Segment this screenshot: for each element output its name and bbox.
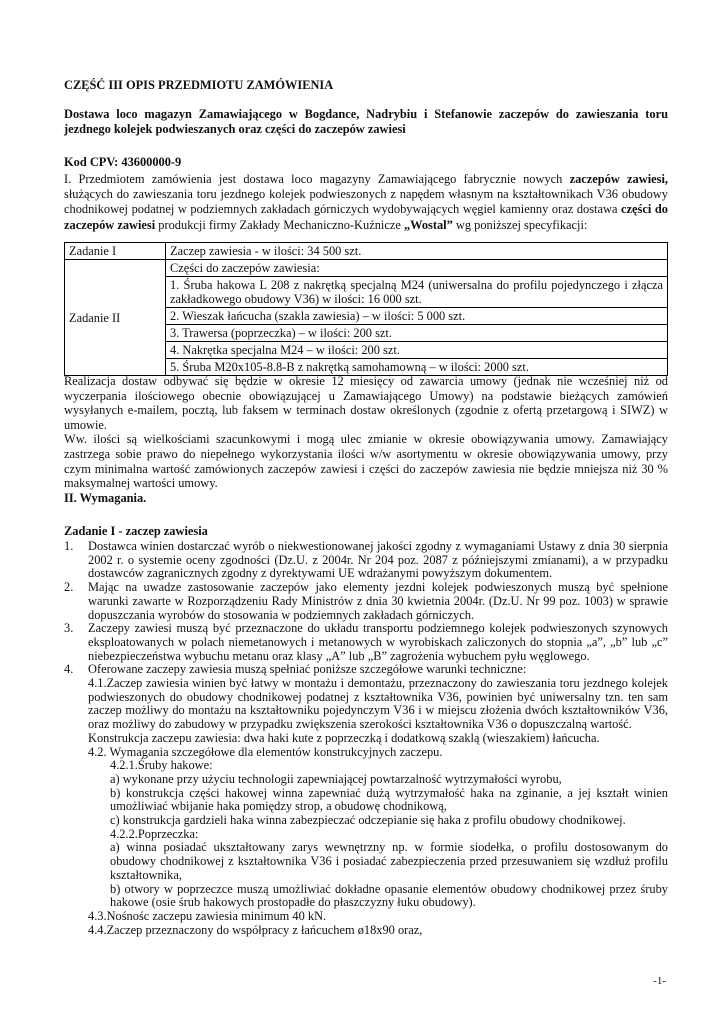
task-label: Zadanie II [65, 260, 166, 376]
item-text: Mając na uwadze zastosowanie zaczepów jako elementy jezdni kolejek podwieszonych muszą być spełnione warunki zawarte w Rozporządzeniu Rady Ministrów z dnia 30 kwietnia 2004r. (Dz.U. Nr 99 poz. 1003) w sprawie dopuszczania wyrobów do stosowania w podziemnych zakładach górniczych. [88, 580, 668, 622]
table-row [65, 243, 668, 260]
sub-item: a) winna posiadać ukształtowany zarys wewnętrzny np. w formie siodełka, o profilu dostosowanym do obudowy chodnikowej z kształtownika V36 i posiadać zabezpieczenia przed przesuwaniem się wzdłuż profilu kształtownika, [110, 840, 668, 882]
intro-bold: zaczepów zawiesi, [569, 172, 668, 186]
sub-item: 4.2.1.Śruby hakowe: [110, 758, 213, 773]
item-text: Zaczepy zawiesi muszą być przeznaczone do układu transportu podziemnego kolejek podwieszonych szynowych eksploatowanych w polach niemetanowych i metanowych w wyrobiskach zaliczonych do stopnia „a”, „b” lub „c” niebezpieczeństwa wybuchu metanu oraz klasy „A” lub „B” zagrożenia wybuchem pyłu węglowego. [88, 621, 668, 663]
task-value: 2. Wieszak łańcucha (szakla zawiesia) – w ilości: 5 000 szt. [166, 308, 668, 325]
realization-paragraph: Realizacja dostaw odbywać się będzie w okresie 12 miesięcy od zawarcia umowy (jednak nie wcześniej niż od wyczerpania ilościowego obecnie obowiązującej u Zamawiającego Umowy) na podstawie bieżących zamówień wysyłanych e-mailem, pocztą, lub faksem w terminach dostaw określonych (zgodnie z ofertą przetargową i SIWZ) w umowie. [64, 374, 668, 432]
item-number: 3. [64, 621, 74, 636]
page-number: -1- [653, 975, 666, 987]
document-subtitle: Dostawa loco magazyn Zamawiającego w Bogdance, Nadrybiu i Stefanowie zaczepów do zawieszania toru jezdnego kolejek podwieszanych oraz części do zaczepów zawiesi [64, 107, 668, 137]
item-number: 1. [64, 539, 74, 553]
intro-text: produkcji firmy Zakłady Mechaniczno-Kuźnicze [155, 217, 404, 232]
sub-item: 4.4.Zaczep przeznaczony do współpracy z łańcuchem ø18x90 oraz, [88, 922, 423, 937]
sub-item: a) wykonane przy użyciu technologii zapewniającej powtarzalność wytrzymałości wyrobu, [110, 771, 562, 786]
list-item [64, 663, 668, 677]
task-value: 4. Nakrętka specjalna M24 – w ilości: 200 szt. [166, 342, 668, 359]
task-value: Części do zaczepów zawiesia: [166, 260, 668, 277]
intro-paragraph [64, 172, 668, 233]
task-value: 5. Śruba M20x105-8.8-B z nakrętką samohamowną – w ilości: 2000 szt. [166, 359, 668, 376]
intro-text: służących do zawieszania toru jezdnego kolejek podwieszonych z napędem własnym na kształtownikach V36 obudowy chodnikowej podatnej w podziemnych zakładach górniczych wydobywających węgiel kamienny oraz dostawa [64, 187, 668, 217]
intro-text: I. Przedmiotem zamówienia jest dostawa loco magazyny Zamawiającego fabrycznie nowych [64, 172, 570, 186]
sub-item: b) otwory w poprzeczce muszą umożliwiać dokładne opasanie elementów obudowy chodnikowej przez śruby hakowe (osie śrub hakowych prostopadłe do płaszczyzny łuku obudowy). [110, 881, 668, 910]
sub-item: b) konstrukcja części hakowej winna zapewniać dużą wytrzymałość haka na zginanie, a jej kształt winien umożliwiać wbijanie haka pomiędzy strop, a obudowę chodnikową, [110, 785, 668, 814]
sub-item: Konstrukcja zaczepu zawiesia: dwa haki kute z poprzeczką i dodatkową szaklą (wieszakiem) łańcucha. [88, 730, 600, 745]
task-value: 3. Trawersa (poprzeczka) – w ilości: 200 szt. [166, 325, 668, 342]
list-item [64, 581, 668, 622]
item-number: 2. [64, 580, 74, 595]
task-value: Zaczep zawiesia - w ilości: 34 500 szt. [166, 243, 668, 260]
requirements-list [64, 540, 668, 937]
sub-item: 4.2. Wymagania szczegółowe dla elementów konstrukcyjnych zaczepu. [88, 744, 443, 759]
sub-item: c) konstrukcja gardzieli haka winna zabezpieczać odczepianie się haka z profilu obudowy chodnikowej. [110, 813, 626, 828]
intro-text: wg poniższej specyfikacji: [452, 217, 588, 232]
list-item [64, 540, 668, 581]
item-text: Dostawca winien dostarczać wyrób o niekwestionowanej jakości zgodny z wymaganiami Ustawy z dnia 30 sierpnia 2002 r. o systemie oceny zgodności (Dz.U. z 2004r. Nr 204 poz. 2087 z późniejszymi zmianami), a w przypadku dostawców zagranicznych zgodny z dyrektywami UE wdrażanymi powyższym dokumentem. [88, 539, 668, 581]
table-row [65, 260, 668, 277]
item-text: Oferowane zaczepy zawiesia muszą spełniać poniższe szczegółowe warunki techniczne: [88, 662, 527, 677]
task-label: Zadanie I [65, 243, 166, 260]
task-value: 1. Śruba hakowa L 208 z nakrętką specjalną M24 (uniwersalna do profilu pojedynczego i złącza zakładkowego obudowy V36) w ilości: 16 000 szt. [166, 277, 668, 308]
cpv-code: Kod CPV: 43600000-9 [64, 155, 182, 169]
item-number: 4. [64, 662, 74, 677]
task-heading: Zadanie I - zaczep zawiesia [64, 524, 208, 538]
sub-item: 4.1.Zaczep zawiesia winien być łatwy w montażu i demontażu, przeznaczony do zawieszania toru jezdnego kolejek podwieszonych do obudowy chodnikowej podatnej z kształtownika V36, powinien być uniwersalny tzn. ten sam zaczep możliwy do montażu na kształtowniku pojedynczym V36 i w miejscu złożenia dwóch kształtowników V36, oraz możliwy do zabudowy w przypadku zwiększenia szerokości kształtownika V36 o dopuszczalną wartość. [88, 676, 668, 732]
document-title: CZĘŚĆ III OPIS PRZEDMIOTU ZAMÓWIENIA [64, 78, 334, 92]
list-item [64, 622, 668, 663]
quantities-paragraph: Ww. ilości są wielkościami szacunkowymi i mogą ulec zmianie w okresie obowiązywania umowy. Zamawiający zastrzega sobie prawo do niepełnego wykorzystania ilości w/w asortymentu w okresie obowiązywania umowy, przy czym minimalna wartość zamówionych zaczepów zawiesi i części do zaczepów zawiesia nie będzie mniejsza niż 30 % maksymalnej wartości umowy. [64, 432, 668, 491]
terms-section [64, 374, 668, 491]
intro-bold: „Wostal” [403, 217, 453, 232]
intro-bold: części do zaczepów zawiesi [64, 202, 668, 232]
sub-item: 4.2.2.Poprzeczka: [110, 826, 199, 841]
specification-table [64, 242, 668, 376]
section-heading: II. Wymagania. [64, 491, 147, 505]
sub-item: 4.3.Nośnośc zaczepu zawiesia minimum 40 kN. [88, 908, 327, 923]
